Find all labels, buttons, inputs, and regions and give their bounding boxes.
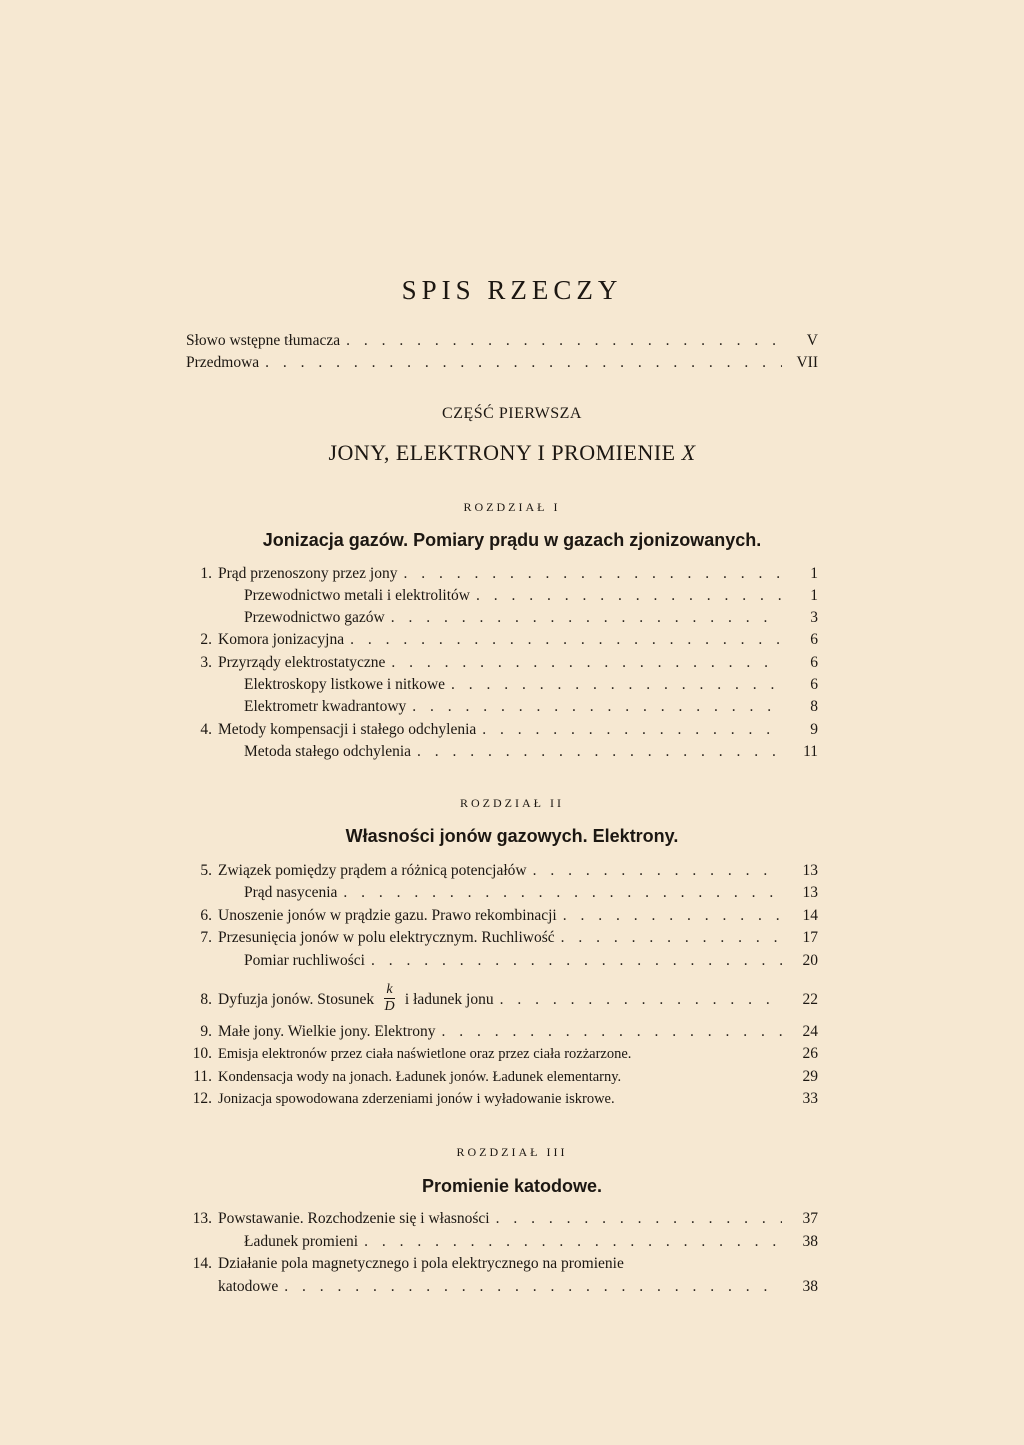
toc-entry (182, 905, 818, 927)
toc-entry-number: 3. (200, 654, 212, 671)
toc-entry (182, 696, 818, 718)
part-title-text: JONY, ELEKTRONY I PROMIENIE (328, 440, 676, 465)
toc-entry-text: Przewodnictwo metali i elektrolitów (244, 587, 470, 604)
toc-entry (182, 330, 818, 352)
toc-entry (182, 352, 818, 374)
toc-page-number: 8 (810, 698, 818, 715)
toc-entry-text: Emisja elektronów przez ciała naświetlone oraz przez ciała rozżarzone. (218, 1046, 632, 1062)
toc-entry (182, 1253, 818, 1275)
toc-page-number: 1 (810, 587, 818, 604)
leader-dots (417, 741, 782, 763)
toc-page-number: 1 (810, 565, 818, 582)
toc-entry (182, 950, 818, 972)
part-title (0, 440, 1024, 466)
toc-entry-number: 11. (193, 1068, 212, 1085)
toc-page-number: 6 (810, 631, 818, 648)
toc-entry-text-before: Dyfuzja jonów. Stosunek (218, 991, 375, 1009)
leader-dots (346, 330, 782, 352)
toc-entry-text: Metody kompensacji i stałego odchylenia (218, 721, 477, 738)
toc-entry (182, 719, 818, 741)
toc-entry (182, 882, 818, 904)
leader-dots (533, 860, 782, 882)
toc-entry (182, 1231, 818, 1253)
toc-entry-text: Jonizacja spowodowana zderzeniami jonów i wyładowanie iskrowe. (218, 1091, 615, 1107)
toc-entry-text: Ładunek promieni (244, 1233, 359, 1250)
toc-page-number: 9 (810, 721, 818, 738)
toc-entry-number: 12. (192, 1090, 212, 1107)
toc-entry-text: Przyrządy elektrostatyczne (218, 654, 386, 671)
toc-entry-number: 9. (200, 1023, 212, 1040)
toc-entry-number: 2. (200, 631, 212, 648)
toc-entry-number: 6. (200, 907, 212, 924)
chapter-label: ROZDZIAŁ II (460, 796, 564, 810)
part-label: CZĘŚĆ PIERWSZA (442, 405, 582, 422)
toc-entry-number: 4. (200, 721, 212, 738)
toc-entry (182, 982, 818, 1014)
toc-page-number: 29 (802, 1068, 818, 1085)
toc-entry (182, 1066, 818, 1088)
toc-page-number: 26 (802, 1045, 818, 1062)
leader-dots (496, 1208, 782, 1230)
toc-entry-continuation (182, 1276, 818, 1298)
toc-entry (182, 1088, 818, 1110)
toc-entry (182, 629, 818, 651)
toc-page-number: 33 (802, 1090, 818, 1107)
leader-dots (482, 719, 782, 741)
leader-dots (412, 696, 782, 718)
toc-page-number: 24 (802, 1023, 818, 1040)
chapter-label: ROZDZIAŁ III (456, 1145, 568, 1159)
toc-entry-number: 7. (200, 929, 212, 946)
toc-entry (182, 741, 818, 763)
toc-entry-text: Małe jony. Wielkie jony. Elektrony (218, 1023, 436, 1040)
chapter-title: Własności jonów gazowych. Elektrony. (345, 826, 679, 846)
leader-dots (441, 1021, 782, 1043)
toc-page-number: 37 (802, 1210, 818, 1227)
toc-entry-text: Związek pomiędzy prądem a różnicą potencjałów (218, 862, 527, 879)
page-title: SPIS RZECZY (401, 275, 623, 305)
toc-entry-text: Metoda stałego odchylenia (244, 743, 412, 760)
leader-dots (343, 882, 782, 904)
leader-dots (265, 352, 782, 374)
toc-entry-text: Pomiar ruchliwości (244, 952, 365, 969)
toc-page-number: 20 (802, 952, 818, 969)
toc-entry (182, 1208, 818, 1230)
leader-dots (284, 1276, 782, 1298)
toc-entry-text: Prąd przenoszony przez jony (218, 565, 398, 582)
toc-page-number: 11 (803, 743, 818, 760)
toc-entry-text: Słowo wstępne tłumacza (186, 332, 341, 349)
toc-entry (182, 607, 818, 629)
toc-entry-number: 1. (200, 565, 212, 582)
toc-entry-text: Powstawanie. Rozchodzenie się i własności (218, 1210, 490, 1227)
toc-entry-number: 13. (192, 1210, 212, 1227)
toc-entry (182, 1043, 818, 1065)
toc-entry (182, 585, 818, 607)
leader-dots (476, 585, 782, 607)
toc-page-number: 6 (810, 654, 818, 671)
toc-page-number: 13 (802, 862, 818, 879)
toc-page-number: 3 (810, 609, 818, 626)
toc-entry (182, 674, 818, 696)
toc-entry-text (212, 982, 494, 1016)
leader-dots (364, 1231, 782, 1253)
fraction-denominator: D (384, 999, 395, 1014)
fraction (384, 983, 395, 1014)
toc-entry-number: 8. (200, 991, 212, 1009)
toc-entry (182, 860, 818, 882)
toc-page-number: VII (796, 354, 818, 371)
toc-page-number: 38 (802, 1233, 818, 1250)
leader-dots (403, 563, 782, 585)
toc-page-number: 14 (802, 907, 818, 924)
toc-entry-text: Przedmowa (186, 354, 260, 371)
toc-page-number: 17 (802, 929, 818, 946)
toc-page-number: 38 (802, 1278, 818, 1295)
part-title-variable: X (681, 440, 696, 465)
leader-dots (500, 989, 782, 1011)
leader-dots (391, 652, 782, 674)
toc-entry (182, 563, 818, 585)
toc-entry-text: Komora jonizacyjna (218, 631, 345, 648)
toc-entry-text: Prąd nasycenia (244, 884, 338, 901)
toc-entry (182, 652, 818, 674)
toc-entry-number: 10. (192, 1045, 212, 1062)
toc-entry-text: Kondensacja wody na jonach. Ładunek jonów. Ładunek elementarny. (218, 1069, 622, 1085)
leader-dots (391, 607, 782, 629)
leader-dots (371, 950, 782, 972)
toc-page-number: V (806, 332, 818, 349)
toc-entry-text: katodowe (218, 1278, 279, 1295)
toc-entry-number: 14. (192, 1255, 212, 1272)
toc-entry-text: Elektrometr kwadrantowy (244, 698, 407, 715)
toc-entry-text: Elektroskopy listkowe i nitkowe (244, 676, 446, 693)
leader-dots (563, 905, 782, 927)
leader-dots (350, 629, 782, 651)
toc-page-number: 13 (802, 884, 818, 901)
toc-entry-text: Przesunięcia jonów w polu elektrycznym. Ruchliwość (218, 929, 555, 946)
toc-page-number: 22 (802, 991, 818, 1009)
toc-entry-text: Unoszenie jonów w prądzie gazu. Prawo rekombinacji (218, 907, 557, 924)
toc-entry-text: Przewodnictwo gazów (244, 609, 385, 626)
toc-entry-text: Działanie pola magnetycznego i pola elektrycznego na promienie (218, 1255, 624, 1272)
toc-entry (182, 1021, 818, 1043)
toc-page-number: 6 (810, 676, 818, 693)
toc-entry (182, 927, 818, 949)
toc-entry-text-after: i ładunek jonu (404, 991, 494, 1009)
fraction-numerator: k (386, 982, 393, 997)
chapter-title: Jonizacja gazów. Pomiary prądu w gazach zjonizowanych. (262, 530, 762, 550)
leader-dots (451, 674, 782, 696)
toc-entry-number: 5. (200, 862, 212, 879)
chapter-title: Promienie katodowe. (421, 1176, 603, 1196)
chapter-label: ROZDZIAŁ I (463, 500, 561, 514)
leader-dots (561, 927, 782, 949)
